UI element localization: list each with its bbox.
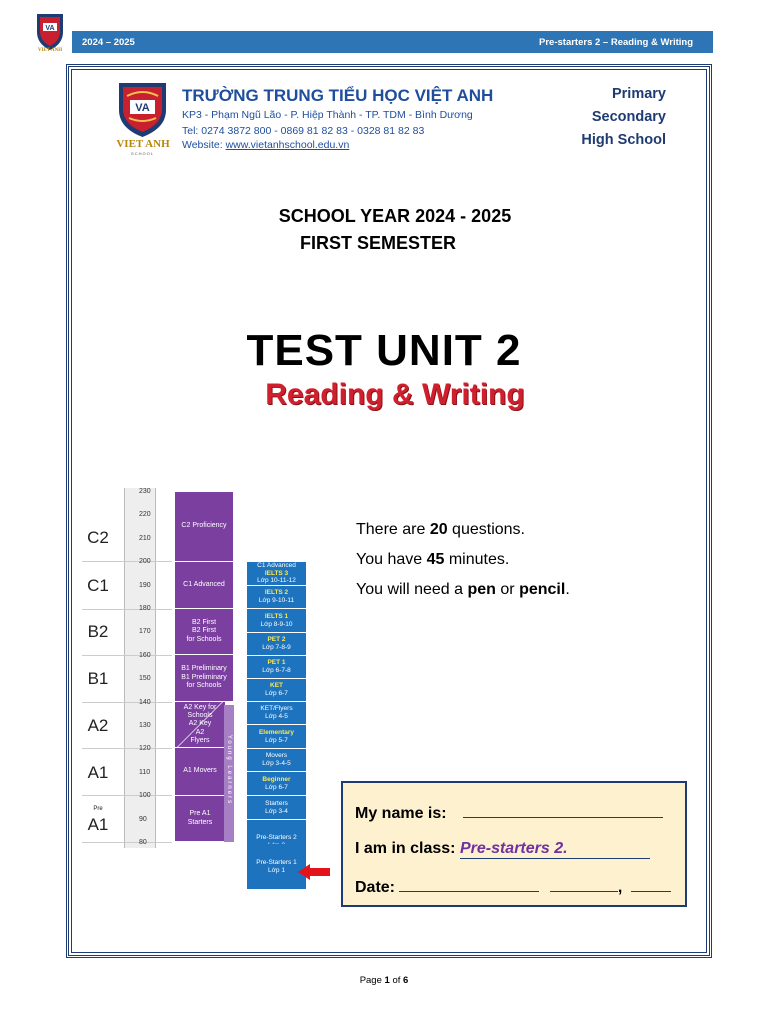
- cefr-divider: [82, 609, 172, 610]
- class-row: [355, 840, 650, 859]
- name-label: My name is:: [355, 805, 447, 822]
- exam-cell-label: B2 First: [191, 627, 217, 635]
- course-cell-title: KET/Flyers: [260, 705, 293, 713]
- course-cell: [247, 749, 306, 772]
- header-course: Pre-starters 2 – Reading & Writing: [539, 37, 693, 48]
- scale-tick-label: 150: [139, 675, 151, 683]
- scale-tick-label: 210: [139, 534, 151, 542]
- header-bar: [72, 31, 713, 53]
- scale-tick-label: 220: [139, 511, 151, 519]
- date-day-field[interactable]: [399, 877, 539, 892]
- cefr-level-label: B2: [87, 622, 109, 641]
- course-cell-level: IELTS 3: [264, 569, 289, 577]
- cefr-level-label: A2: [87, 716, 109, 735]
- header-year: 2024 – 2025: [82, 37, 135, 48]
- course-cell-level: IELTS 2: [264, 589, 289, 597]
- course-cell-grade: Lớp 8-9-10: [260, 620, 293, 628]
- course-cell-grade: Lớp 6-7-8: [262, 667, 291, 674]
- school-logo: [115, 80, 170, 160]
- info-materials: You will need a pen or pencil.: [356, 581, 570, 598]
- scale-tick-label: 180: [139, 605, 151, 612]
- course-cell-grade: Lớp 9-10-11: [258, 597, 295, 604]
- course-cell: [247, 633, 306, 656]
- scale-tick-label: 200: [139, 558, 151, 566]
- cefr-level-label: Pre: [93, 806, 103, 812]
- course-cell-title: Pre-Starters 2: [256, 833, 297, 841]
- cefr-divider: [82, 748, 172, 749]
- cefr-level-label: B1: [87, 669, 109, 688]
- scale-tick-label: 130: [139, 722, 151, 729]
- date-label: Date:: [355, 879, 396, 896]
- cefr-level-label: C1: [87, 576, 109, 595]
- exam-cell: [175, 609, 233, 655]
- semester: FIRST SEMESTER: [300, 233, 457, 253]
- scale-tick-label: 190: [139, 581, 151, 589]
- course-cell: [247, 562, 306, 586]
- exam-cell-label: Schools: [187, 711, 213, 719]
- course-cell-level: PET 2: [267, 636, 286, 644]
- exam-cell-label: A2: [195, 728, 205, 736]
- exam-cell-label: Starters: [187, 818, 213, 826]
- school-logo-sub: SCHOOL: [131, 151, 154, 156]
- page-subtitle: Reading & Writing: [265, 378, 525, 411]
- date-row: Date: ,: [355, 877, 671, 897]
- course-cell-grade: Lớp 6-7: [265, 690, 288, 697]
- student-info-box: [341, 781, 687, 907]
- cefr-divider: [82, 561, 172, 562]
- exam-cell-label: C1 Advanced: [183, 580, 225, 588]
- course-cell-grade: Lớp 5-7: [265, 736, 288, 744]
- course-cell: [247, 702, 306, 725]
- exam-cell: [175, 796, 225, 842]
- school-year: SCHOOL YEAR 2024 - 2025: [278, 206, 512, 226]
- course-cell: [247, 796, 306, 820]
- cefr-divider: [82, 702, 172, 703]
- name-row: [355, 803, 663, 823]
- info-time: You have 45 minutes.: [356, 551, 510, 568]
- school-logo-text: VIET ANH: [116, 138, 170, 150]
- scale-tick-label: 160: [139, 651, 151, 659]
- name-field[interactable]: [463, 803, 663, 818]
- school-phone: Tel: 0274 3872 800 - 0869 81 82 83 - 0328 81 82 83: [182, 125, 425, 137]
- school-shield-icon: [115, 80, 170, 140]
- young-learners-label: Young Learners: [226, 734, 232, 806]
- scale-tick-label: 120: [139, 745, 151, 753]
- cefr-divider: [82, 655, 172, 656]
- page-title: TEST UNIT 2: [246, 326, 522, 375]
- course-cell-grade: Lớp 3-4-5: [262, 760, 291, 767]
- course-cell-title: Movers: [265, 752, 288, 760]
- header-logo: [34, 12, 66, 56]
- course-cell: [247, 586, 306, 609]
- exam-cell: [175, 492, 233, 562]
- course-cell: [247, 609, 306, 633]
- course-cell-title: Pre-Starters 1: [256, 858, 297, 866]
- level-high-school: High School: [581, 132, 666, 148]
- cefr-level-label: A1: [87, 815, 109, 834]
- cefr-divider: [82, 842, 172, 843]
- exam-cell-label: B1 Preliminary: [181, 665, 227, 673]
- cefr-level-label: C2: [87, 528, 109, 547]
- course-cell-level: Elementary: [258, 728, 295, 736]
- course-cell-title: C1 Advanced: [257, 561, 296, 569]
- date-month-field[interactable]: [550, 877, 618, 892]
- scale-tick-label: 80: [139, 839, 147, 846]
- exam-cell-label: C2 Proficiency: [181, 522, 227, 530]
- website-link[interactable]: www.vietanhschool.edu.vn: [225, 139, 350, 151]
- class-value: Pre-starters 2.: [459, 840, 568, 857]
- info-questions: There are 20 questions.: [356, 521, 525, 538]
- header-logo-text: VIET ANH: [37, 48, 63, 53]
- class-field[interactable]: [460, 840, 650, 859]
- course-cell-grade: Lớp 1: [268, 866, 285, 874]
- level-secondary: Secondary: [591, 109, 666, 125]
- svg-text:VA: VA: [135, 102, 150, 114]
- exam-cell-label: for Schools: [186, 635, 222, 643]
- date-year-field[interactable]: [631, 877, 671, 892]
- scale-tick-label: 90: [139, 815, 147, 823]
- exam-cell-label: B1 Preliminary: [181, 673, 227, 681]
- course-cell: [247, 656, 306, 679]
- school-name: TRƯỜNG TRUNG TIỂU HỌC VIỆT ANH: [182, 86, 494, 105]
- course-cell-level: KET: [270, 682, 283, 690]
- course-cell: [247, 725, 306, 749]
- course-cell: [247, 679, 306, 702]
- exam-cell-label: Flyers: [190, 737, 210, 745]
- exam-cell-label: A2 Key for: [183, 703, 217, 711]
- course-cell-level: IELTS 1: [264, 612, 289, 620]
- course-cell-level: Beginner: [262, 775, 291, 783]
- website-label: Website:: [182, 139, 226, 151]
- exam-cell-label: B2 First: [191, 618, 217, 626]
- exam-cell: [175, 562, 233, 609]
- young-learners-strip: [224, 705, 234, 842]
- course-cell-grade: Lớp 6-7: [265, 783, 288, 791]
- course-cell-grade: Lớp 10-11-12: [257, 577, 296, 585]
- course-cell-level: PET 1: [267, 659, 286, 667]
- class-label: I am in class:: [355, 840, 456, 857]
- exam-cell: [175, 748, 225, 796]
- level-primary: Primary: [611, 86, 666, 102]
- exam-cell-label: Pre A1: [189, 810, 211, 818]
- course-cell-grade: Lớp 3-4: [265, 807, 288, 815]
- exam-cell: [175, 655, 233, 702]
- course-cell-grade: Lớp 7-8-9: [262, 644, 291, 651]
- svg-text:VA: VA: [45, 25, 55, 32]
- course-cell: [247, 772, 306, 796]
- exam-cell-label: for Schools: [186, 682, 222, 690]
- scale-tick-label: 110: [139, 768, 151, 776]
- exam-cell: [175, 702, 225, 748]
- course-cell-grade: Lớp 4-5: [265, 713, 288, 720]
- page-footer: Page 1 of 6: [359, 975, 409, 986]
- scale-tick-label: 140: [139, 698, 151, 706]
- school-address: KP3 - Phạm Ngũ Lão - P. Hiệp Thành - TP. TDM - Bình Dương: [182, 109, 473, 121]
- scale-tick-label: 170: [139, 628, 151, 636]
- scale-tick-label: 230: [139, 488, 151, 495]
- scale-tick-label: 100: [139, 792, 151, 800]
- school-website-line: [182, 139, 349, 151]
- exam-cell-label: A1 Movers: [183, 767, 217, 775]
- current-level-arrow-icon: [298, 864, 330, 885]
- course-cell-title: Starters: [265, 799, 288, 807]
- cefr-divider: [82, 795, 172, 796]
- exam-cell-label: A2 Key: [188, 720, 212, 728]
- cefr-level-label: A1: [87, 763, 109, 782]
